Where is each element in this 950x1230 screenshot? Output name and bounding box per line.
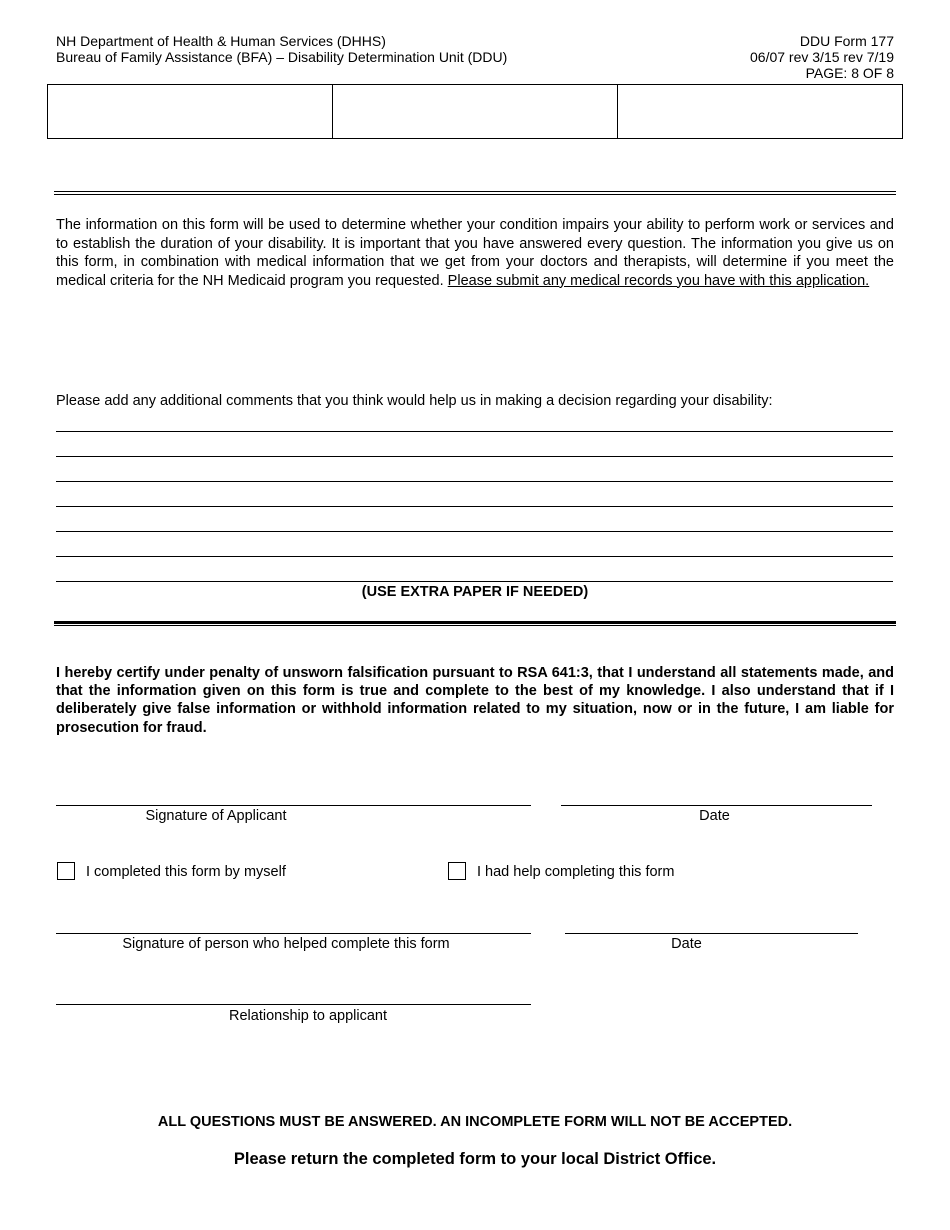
form-revision: 06/07 rev 3/15 rev 7/19 bbox=[750, 49, 894, 65]
header-table-cell-2[interactable] bbox=[333, 85, 618, 138]
applicant-signature-label: Signature of Applicant bbox=[145, 808, 287, 824]
intro-paragraph bbox=[56, 216, 894, 290]
helper-signature-label: Signature of person who helped complete this form bbox=[122, 936, 450, 952]
header-table-cell-3[interactable] bbox=[618, 85, 902, 138]
section-divider bbox=[54, 191, 896, 195]
comment-line-7[interactable] bbox=[56, 581, 893, 582]
comment-line-6[interactable] bbox=[56, 556, 893, 557]
relationship-line[interactable] bbox=[56, 1004, 531, 1005]
relationship-label: Relationship to applicant bbox=[229, 1008, 387, 1024]
completed-by-self-label: I completed this form by myself bbox=[86, 864, 286, 880]
helper-date-label: Date bbox=[671, 936, 702, 952]
form-info bbox=[750, 33, 894, 81]
applicant-date-label: Date bbox=[699, 808, 730, 824]
comment-line-5[interactable] bbox=[56, 531, 893, 532]
applicant-date-line[interactable] bbox=[561, 805, 872, 806]
header-table-cell-1[interactable] bbox=[48, 85, 333, 138]
helper-signature-line[interactable] bbox=[56, 933, 531, 934]
incomplete-form-notice: ALL QUESTIONS MUST BE ANSWERED. AN INCOMPLETE FORM WILL NOT BE ACCEPTED. bbox=[157, 1114, 793, 1130]
comment-line-3[interactable] bbox=[56, 481, 893, 482]
section-divider-thick bbox=[54, 621, 896, 626]
comment-line-2[interactable] bbox=[56, 456, 893, 457]
intro-underlined-text: Please submit any medical records you have with this application. bbox=[447, 272, 870, 289]
page-number: PAGE: 8 OF 8 bbox=[805, 65, 894, 81]
helper-date-line[interactable] bbox=[565, 933, 858, 934]
had-help-label: I had help completing this form bbox=[477, 864, 675, 880]
return-instructions: Please return the completed form to your local District Office. bbox=[233, 1150, 717, 1168]
comments-prompt: Please add any additional comments that you think would help us in making a decision regarding your disability: bbox=[56, 393, 773, 409]
completed-by-self-checkbox[interactable] bbox=[57, 862, 75, 880]
comment-line-4[interactable] bbox=[56, 506, 893, 507]
had-help-checkbox[interactable] bbox=[448, 862, 466, 880]
certification-statement: I hereby certify under penalty of unsworn falsification pursuant to RSA 641:3, that I understand all statements made, and that the information given on this form is true and complete to the best of my knowledge. I also understand that if I deliberately give false information or withhold information related to my situation, now or in the future, I am liable for prosecution for fraud. bbox=[56, 665, 894, 736]
header-table bbox=[47, 84, 903, 139]
form-id: DDU Form 177 bbox=[799, 33, 894, 49]
applicant-signature-line[interactable] bbox=[56, 805, 531, 806]
extra-paper-note: (USE EXTRA PAPER IF NEEDED) bbox=[361, 584, 589, 600]
intro-text: The information on this form will be used to determine whether your condition impairs your ability to perform work or services and to establish the duration of your disability. It is important that you have answered every question. The information you give us on this form, in combination with medical information that we get from your doctors and therapists, will determine if you meet the medical criteria for the NH Medicaid program you requested. bbox=[56, 217, 894, 289]
agency-header bbox=[56, 33, 507, 65]
comment-line-1[interactable] bbox=[56, 431, 893, 432]
agency-line-2: Bureau of Family Assistance (BFA) – Disability Determination Unit (DDU) bbox=[56, 49, 508, 65]
agency-line-1: NH Department of Health & Human Services (DHHS) bbox=[56, 33, 386, 49]
